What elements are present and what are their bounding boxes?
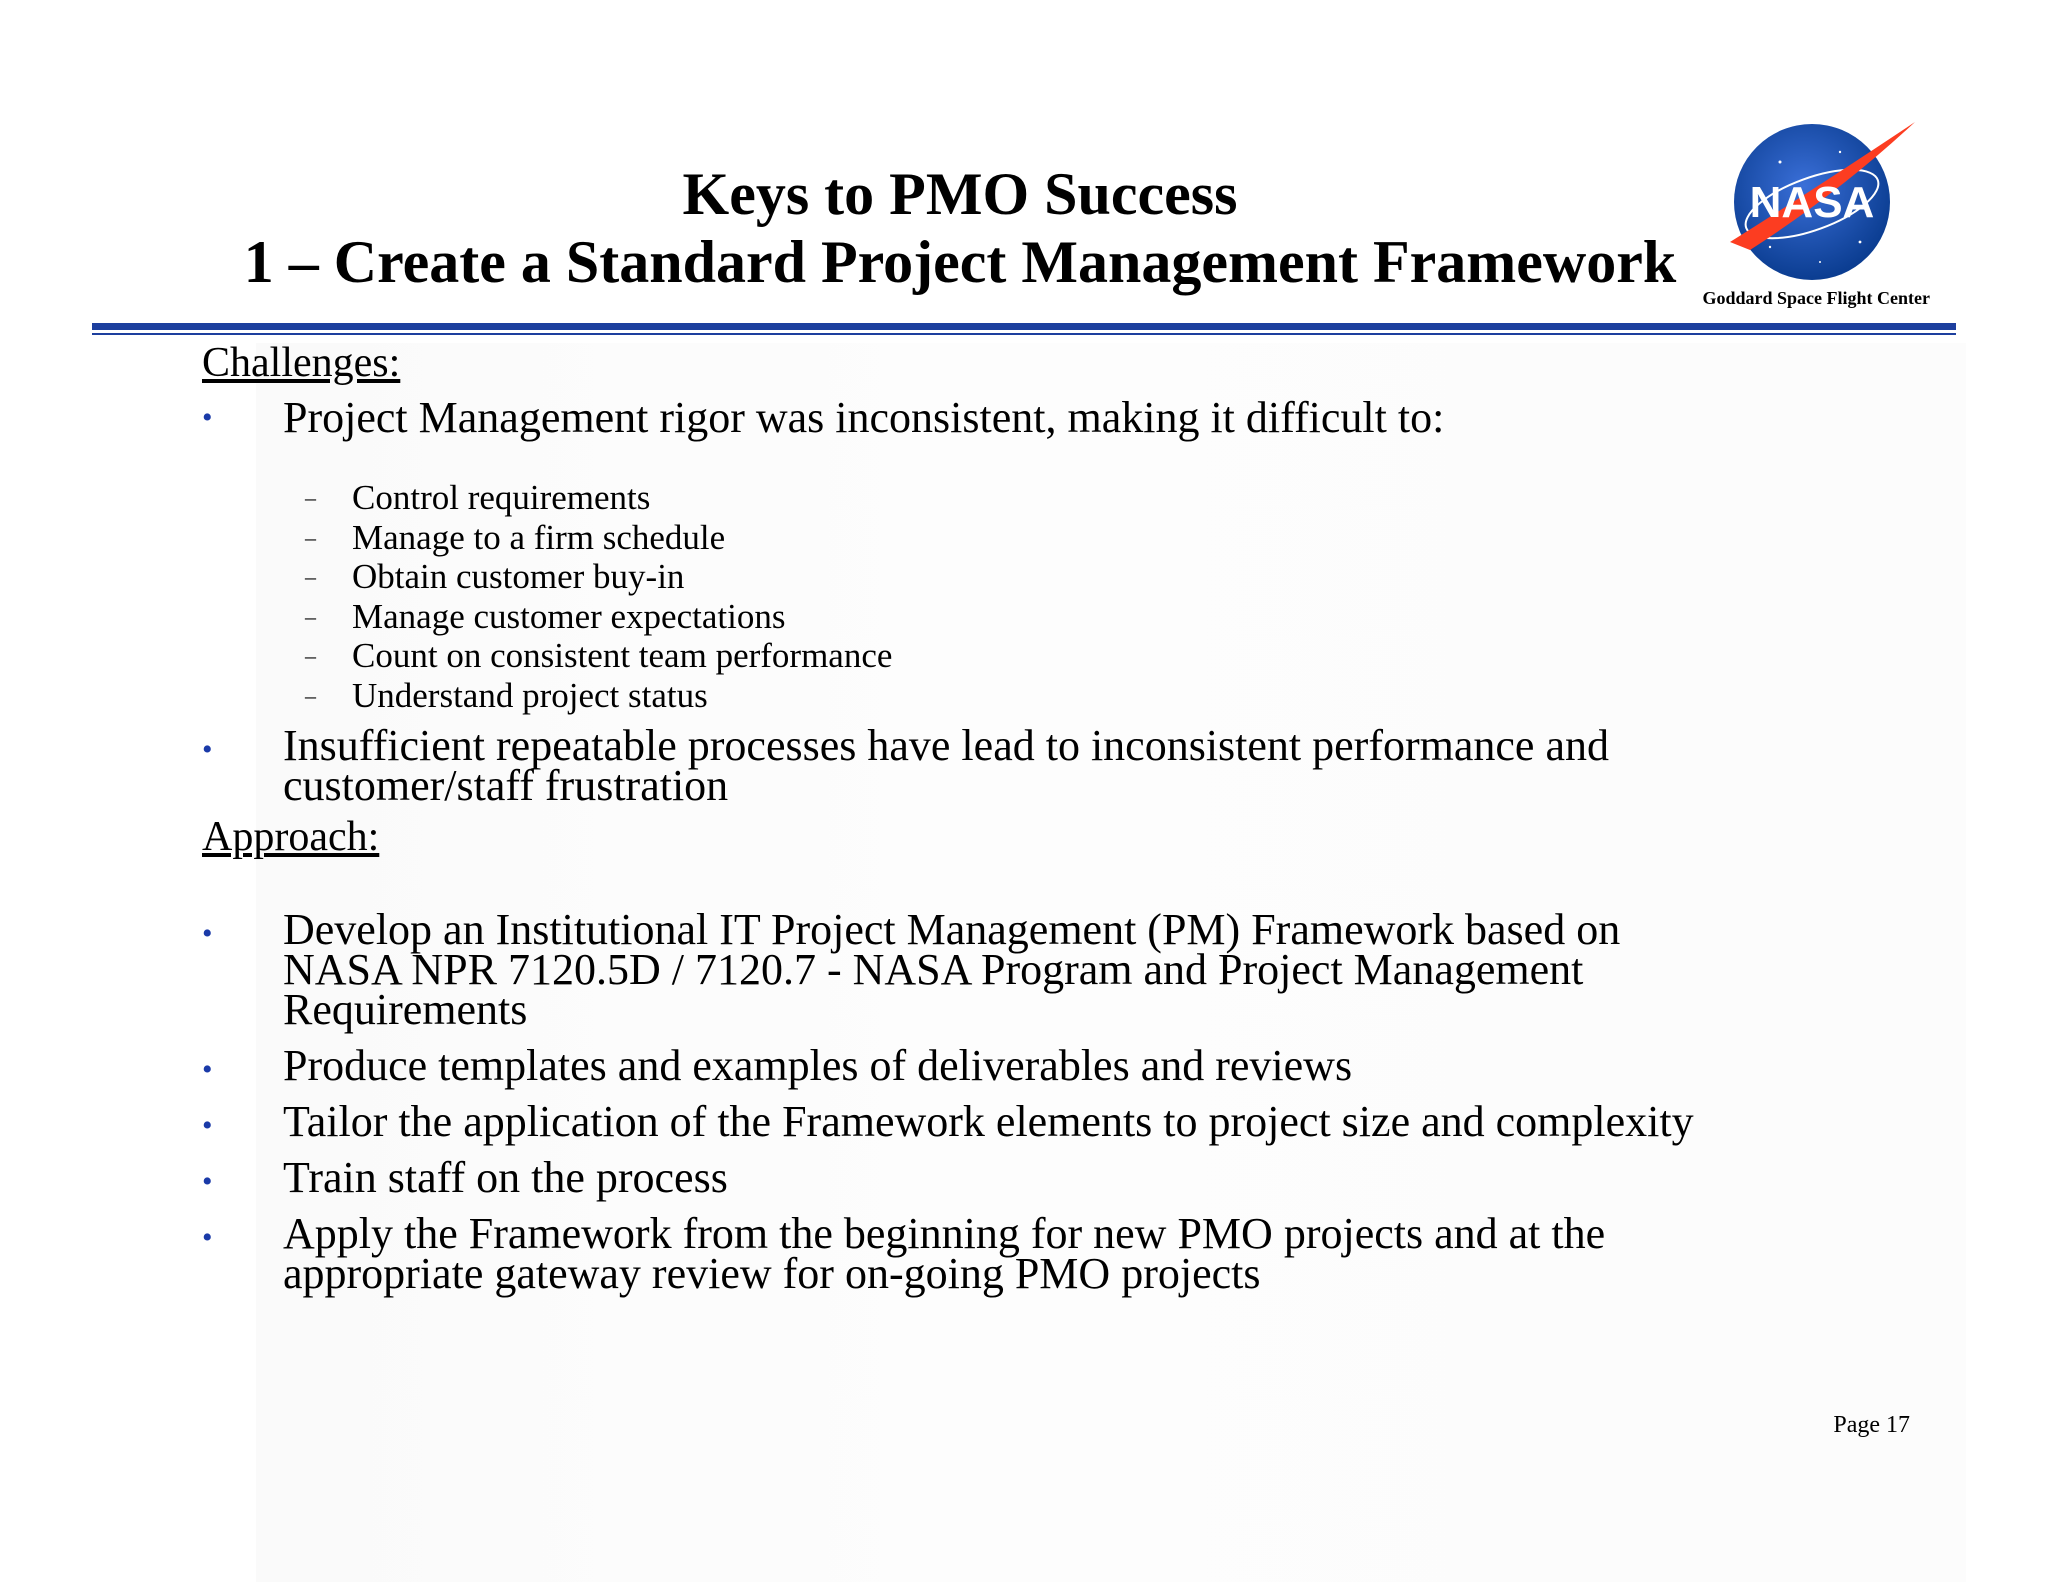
challenge-sub-item: Control requirements [352, 478, 651, 517]
challenge-sub-item: Manage to a firm schedule [352, 518, 726, 557]
dash-icon: – [305, 604, 316, 629]
nasa-logo-text: NASA [1749, 178, 1875, 227]
challenge-bullet-2-line-1: Insufficient repeatable processes have lead to inconsistent performance and [283, 721, 1609, 770]
page-number: Page 17 [1833, 1412, 1910, 1438]
bullet-icon: • [202, 1109, 213, 1142]
challenge-sub-item: Understand project status [352, 676, 708, 715]
bullet-icon: • [202, 1221, 213, 1254]
dash-icon: – [305, 525, 316, 550]
title-line-2: 1 – Create a Standard Project Management Framework [243, 229, 1677, 295]
dash-icon: – [305, 485, 316, 510]
header-divider [92, 323, 1956, 330]
challenges-heading: Challenges: [202, 340, 401, 386]
bullet-icon: • [202, 1053, 213, 1086]
bullet-icon: • [202, 917, 213, 950]
approach-bullet-5-line-1: Apply the Framework from the beginning for new PMO projects and at the [283, 1209, 1606, 1258]
center-label: Goddard Space Flight Center [1702, 288, 1930, 308]
title-line-1: Keys to PMO Success [682, 161, 1238, 227]
bullet-icon: • [202, 401, 213, 434]
challenge-sub-item: Count on consistent team performance [352, 636, 893, 675]
challenge-sub-item: Manage customer expectations [352, 597, 786, 636]
slide-title [160, 160, 1760, 296]
challenge-bullet-1: Project Management rigor was inconsistent, making it difficult to: [283, 393, 1445, 442]
dash-icon: – [305, 564, 316, 589]
challenge-bullet-2-line-2: customer/staff frustration [283, 761, 729, 810]
approach-bullet-1-line-3: Requirements [283, 985, 528, 1034]
dash-icon: – [305, 683, 316, 708]
approach-bullet-5-line-2: appropriate gateway review for on-going PMO projects [283, 1249, 1261, 1298]
approach-bullet-4: Train staff on the process [283, 1153, 728, 1202]
approach-bullet-1-line-1: Develop an Institutional IT Project Management (PM) Framework based on [283, 905, 1621, 954]
bullet-icon: • [202, 733, 213, 766]
header-divider-thin [92, 333, 1956, 335]
nasa-logo [1720, 122, 1920, 292]
approach-bullet-3: Tailor the application of the Framework elements to project size and complexity [283, 1097, 1694, 1146]
dash-icon: – [305, 643, 316, 668]
approach-heading: Approach: [202, 814, 380, 860]
bullet-icon: • [202, 1165, 213, 1198]
approach-bullet-2: Produce templates and examples of deliverables and reviews [283, 1041, 1353, 1090]
challenge-sub-item: Obtain customer buy-in [352, 557, 685, 596]
approach-bullet-1-line-2: NASA NPR 7120.5D / 7120.7 - NASA Program and Project Management [283, 945, 1584, 994]
